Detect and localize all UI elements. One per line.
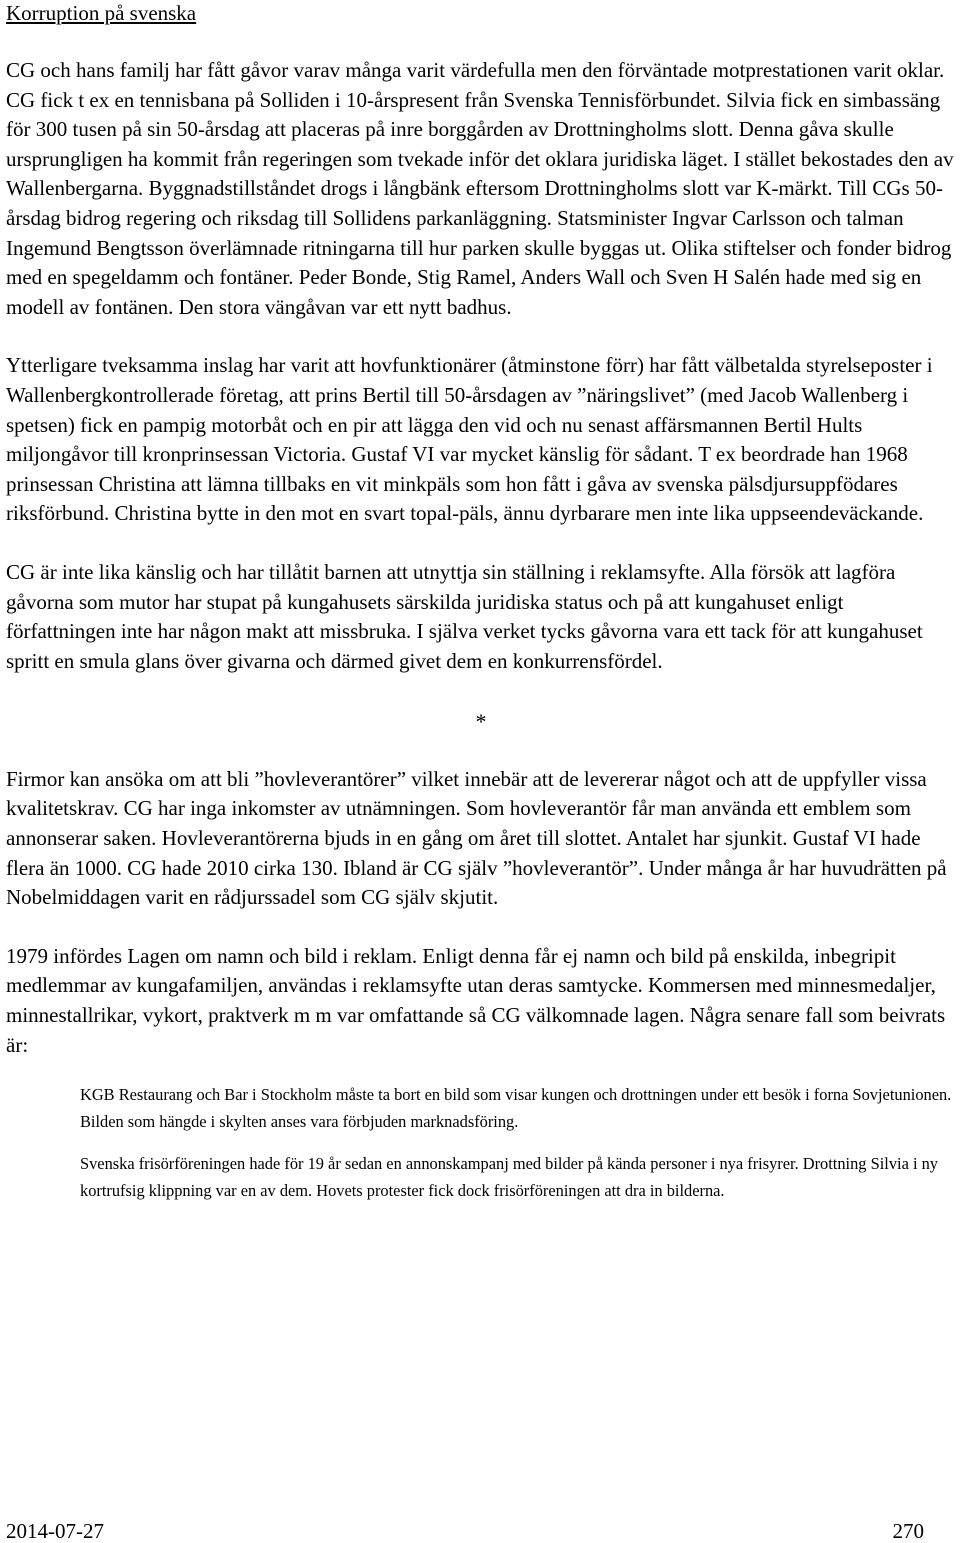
page-number: 270 [892, 1519, 924, 1543]
footer-date: 2014-07-27 [6, 1519, 104, 1543]
quote-kgb-restaurant: KGB Restaurang och Bar i Stockholm måste ta bort en bild som visar kungen och drottningen under ett besök i forna Sovjetunionen. Bilden som hängde i skylten anses vara förbjuden marknadsföring. [80, 1085, 952, 1131]
paragraph-gifts: CG och hans familj har fått gåvor varav många varit värdefulla men den förväntade motprestationen varit oklar. CG fick t ex en tennisbana på Solliden i 10-årspresent från Svenska Tennisförbundet. Silvia fick en simbassäng för 300 tusen på sin 50-årsdag att placeras på inre borggården av Drottningholms slott. Denna gåva skulle ursprungligen ha kommit från regeringen som tvekade inför det oklara juridiska läget. I stället bekostades den av Wallenbergarna. Byggnadstillståndet drogs i långbänk eftersom Drottningholms slott var K-märkt. Till CGs 50-årsdag bidrog regering och riksdag till Sollidens parkanläggning. Statsminister Ingvar Carlsson och talman Ingemund Bengtsson överlämnade ritningarna till hur parken skulle byggas ut. Olika stiftelser och fonder bidrog med en spegeldamm och fontäner. Peder Bonde, Stig Ramel, Anders Wall och Sven H Salén hade med sig en modell av fontänen. Den stora vängåvan var ett nytt badhus. [6, 58, 954, 319]
paragraph-law: 1979 infördes Lagen om namn och bild i reklam. Enligt denna får ej namn och bild på enskilda, inbegripit medlemmar av kungafamiljen, användas i reklamsyfte utan deras samtycke. Kommersen med minnesmedaljer, minnestallrikar, vykort, praktverk m m var omfattande så CG välkomnade lagen. Några senare fall som beivrats är: [6, 943, 946, 1057]
quote-hairdresser-association: Svenska frisörföreningen hade för 19 år sedan en annonskampanj med bilder på kända personer i nya frisyrer. Drottning Silvia i ny kortrufsig klippning var en av dem. Hovets protester fick dock frisörföreningen att dra in bilderna. [80, 1154, 938, 1200]
document-body [6, 56, 956, 1205]
paragraph-purveyors: Firmor kan ansöka om att bli ”hovleverantörer” vilket innebär att de levererar något och att de uppfyller vissa kvalitetskrav. CG har inga inkomster av utnämningen. Som hovleverantör får man använda ett emblem som annonserar saken. Hovleverantörerna bjuds in en gång om året till slottet. Antalet har sjunkit. Gustaf VI hade flera än 1000. CG hade 2010 cirka 130. Ibland är CG själv ”hovleverantör”. Under många år har huvudrätten på Nobelmiddagen varit en rådjurssadel som CG själv skjutit. [6, 766, 947, 910]
paragraph-advertising: CG är inte lika känslig och har tillåtit barnen att utnyttja sin ställning i reklamsyfte. Alla försök att lagföra gåvorna som mutor har stupat på kungahusets särskilda juridiska status och på att kungahuset enligt författningen inte har någon makt att missbruka. I själva verket tycks gåvorna vara ett tack för att kungahuset spritt en smula glans över givarna och därmed givet dem en konkurrensfördel. [6, 559, 923, 673]
document-title: Korruption på svenska [6, 1, 197, 25]
paragraph-questionable: Ytterligare tveksamma inslag har varit att hovfunktionärer (åtminstone förr) har fått välbetalda styrelseposter i Wallenbergkontrollerade företag, att prins Bertil till 50-årsdagen av ”näringslivet” (med Jacob Wallenberg i spetsen) fick en pampig motorbåt och en pir att lägga den vid och nu senast affärsmannen Bertil Hults miljongåvor till kronprinsessan Victoria. Gustaf VI var mycket känslig för sådant. T ex beordrade han 1968 prinsessan Christina att lämna tillbaks en vit minkpäls som hon fått i gåva av svenska pälsdjursuppfödares riksförbund. Christina bytte in den mot en svart topal-päls, ännu dyrbarare men inte lika uppseendeväckande. [6, 353, 933, 526]
section-separator: * [475, 709, 487, 735]
